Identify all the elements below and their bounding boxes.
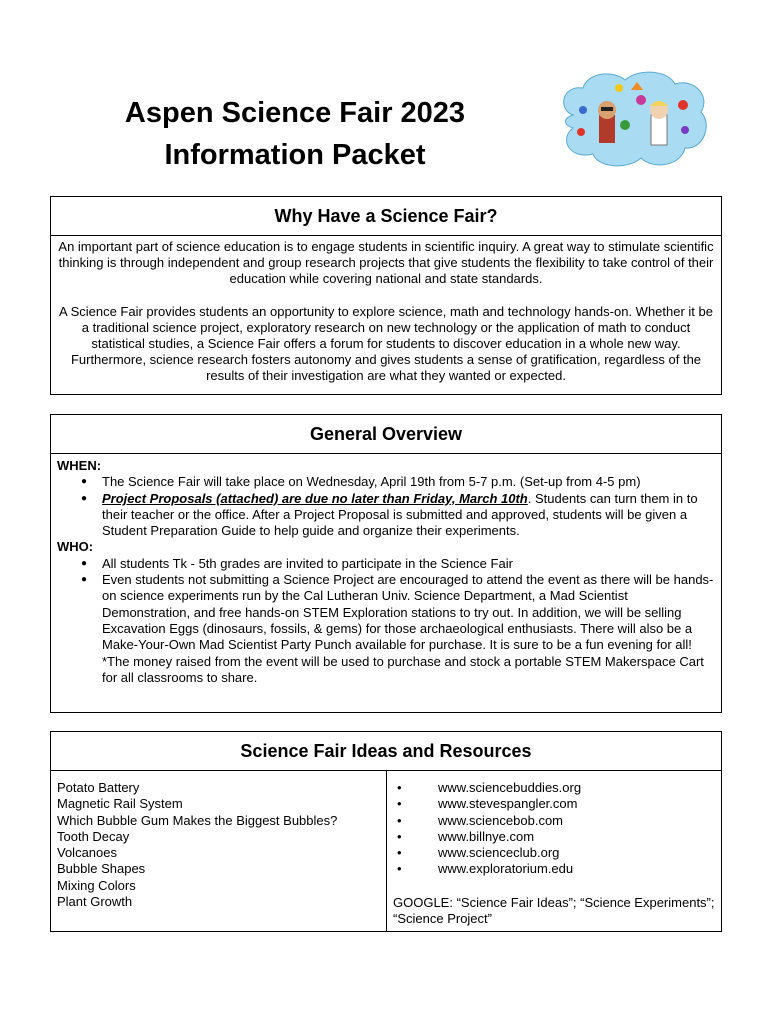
google-search-tips: GOOGLE: “Science Fair Ideas”; “Science Experiments”; “Science Project” <box>393 894 715 927</box>
idea-item: Magnetic Rail System <box>57 796 183 812</box>
why-science-fair-section <box>50 196 722 395</box>
idea-item: Potato Battery <box>57 780 140 795</box>
ideas-list <box>51 771 387 932</box>
funding-note: *The money raised from the event will be used to purchase and stock a portable STEM Makerspace Cart for all classrooms to share. <box>102 653 704 685</box>
resource-link[interactable]: • www.sciencebob.com <box>393 813 715 829</box>
page-title <box>50 92 540 176</box>
why-heading: Why Have a Science Fair? <box>51 197 721 236</box>
why-paragraph-2: A Science Fair provides students an opportunity to explore science, math and technology hands-on. Whether it be a traditional science project, exploratory research on new technology or the application of math to conduct statistical studies, a Science Fair offers a forum for students to discover education in a whole new way. Furthermore, science research fosters autonomy and gives students a sense of gratification, regardless of the results of their investigation are what they wanted or expected. <box>59 303 713 384</box>
when-item-date: ● The Science Fair will take place on Wednesday, April 19th from 5-7 p.m. (Set-up from 4-5 pm) <box>102 474 715 490</box>
resource-link[interactable]: • www.scienceclub.org <box>393 845 715 861</box>
who-item-attend: ● Even students not submitting a Science Project are encouraged to attend the event as there will be hands-on science experiments run by the Cal Lutheran Univ. Science Department, a Mad Scientist Demonstration, and free hands-on STEM Exploration stations to try out. In addition, we will be selling Excavation Eggs (dinosaurs, fossils, & gems) for those archaeological enthusiasts. There will also be a Make-Your-Own Mad Scientist Party Punch available for purchase. It is sure to be a fun evening for all! <box>102 572 715 653</box>
idea-item: Which Bubble Gum Makes the Biggest Bubbles? <box>57 812 338 828</box>
resource-link[interactable]: • www.stevespangler.com <box>393 796 715 812</box>
idea-item: Tooth Decay <box>57 828 130 844</box>
resource-links <box>387 771 721 932</box>
resource-link[interactable]: • www.billnye.com <box>393 829 715 845</box>
resources-heading: Science Fair Ideas and Resources <box>51 732 721 771</box>
when-label: WHEN: <box>57 458 102 473</box>
title-line-2: Information Packet <box>164 139 426 171</box>
who-label: WHO: <box>57 539 94 555</box>
proposal-details: . Students can turn them in to their teacher or the office. After a Project Proposal is submitted and approved, students will be given a Student Preparation Guide to help guide and organize their experiments. <box>102 490 698 539</box>
who-list <box>57 556 715 654</box>
why-paragraph-1: An important part of science education is to engage students in scientific inquiry. A great way to stimulate scientific thinking is through independent and group research projects that give students the flexibility to take control of their education while covering national and state standards. <box>58 239 714 287</box>
idea-item: Bubble Shapes <box>57 861 146 877</box>
when-item-proposals <box>102 491 715 540</box>
title-line-1: Aspen Science Fair 2023 <box>124 97 466 129</box>
general-overview-section <box>50 414 722 713</box>
idea-item: Plant Growth <box>57 894 133 910</box>
overview-heading: General Overview <box>51 415 721 454</box>
ideas-resources-section <box>50 731 722 932</box>
when-list <box>57 474 715 539</box>
science-clipart <box>553 70 710 170</box>
resource-link[interactable]: • www.exploratorium.edu <box>393 861 715 877</box>
idea-item: Volcanoes <box>57 845 117 861</box>
proposal-deadline: Project Proposals (attached) are due no later than Friday, March 10th <box>102 490 528 506</box>
who-item-grades: ● All students Tk - 5th grades are invited to participate in the Science Fair <box>102 556 715 572</box>
idea-item: Mixing Colors <box>57 877 136 893</box>
resource-link[interactable]: • www.sciencebuddies.org <box>393 780 715 796</box>
